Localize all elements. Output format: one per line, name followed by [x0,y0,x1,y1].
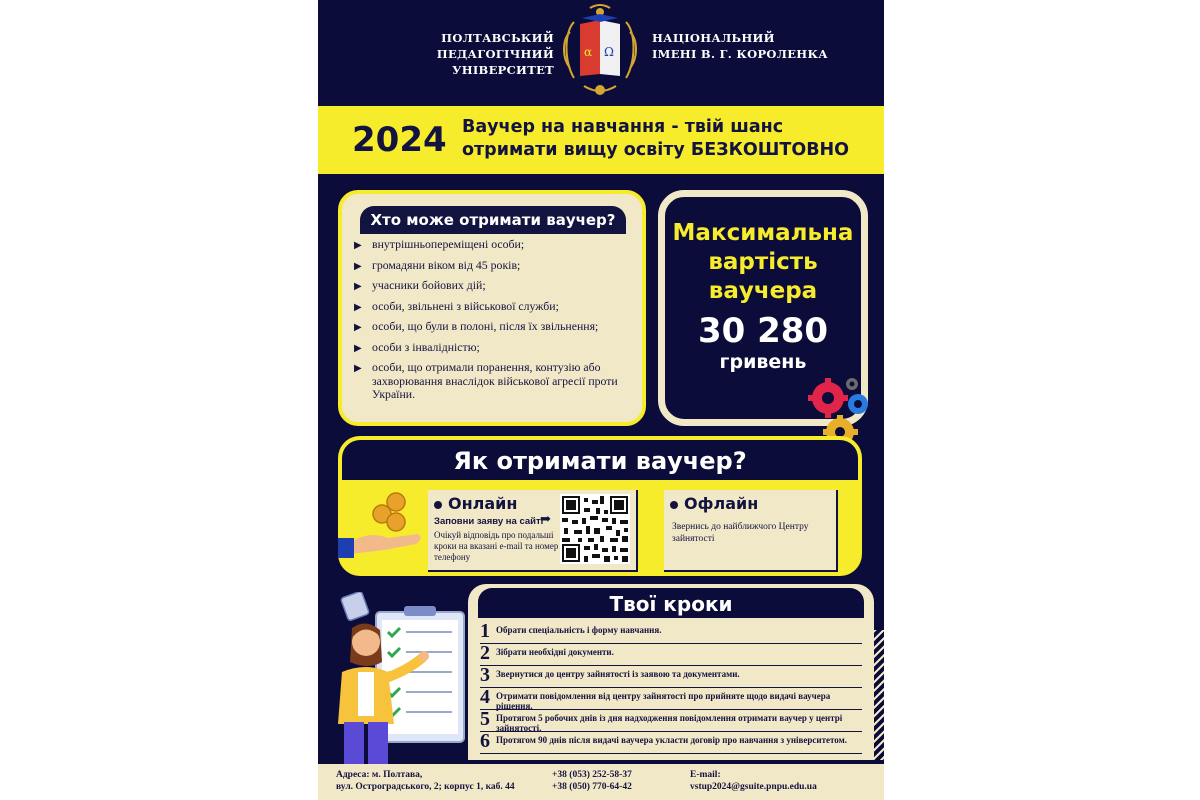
banner-slogan [462,116,882,162]
how-to-get-section [338,436,862,576]
step-text: Звернутися до центру зайнятості із заявою та документами. [496,669,740,679]
list-item [352,259,634,273]
step-row [480,732,862,754]
step-number: 5 [480,708,490,730]
footer-address-line2: вул. Остроградського, 2; корпус 1, каб. 44 [336,782,515,792]
play-arrow-icon: ▶ [354,281,362,292]
phone-link-1[interactable]: +38 (053) 252-58-37 [552,770,632,780]
online-label: Онлайн [448,494,518,513]
play-arrow-icon: ▶ [354,363,362,374]
university-name-right [652,30,872,62]
email-label: E-mail: [690,770,721,780]
online-option [428,490,638,572]
decorative-stripes [874,630,884,760]
offline-heading [670,494,758,513]
hand-coins-icon [338,488,428,558]
university-name-left-line2: ПЕДАГОГІЧНИЙ УНІВЕРСИТЕТ [436,47,554,77]
step-row [480,666,862,688]
list-item-text: особи, що були в полоні, після їх звільнення; [372,319,599,333]
max-voucher-title-line2: вартість [708,249,818,275]
list-item [352,320,634,334]
online-heading [434,494,517,513]
step-row [480,710,862,732]
list-item [352,341,634,355]
how-to-get-title: Як отримати ваучер? [342,440,858,480]
list-item-text: внутрішньопереміщені особи; [372,237,525,251]
offline-option [664,490,838,572]
university-logo-icon [560,2,640,100]
eligibility-title: Хто може отримати ваучер? [360,206,626,234]
footer [318,764,884,800]
list-item-text: особи, звільнені з військової служби; [372,298,559,313]
phone-link-2[interactable]: +38 (050) 770-64-42 [552,782,632,792]
footer-phones [552,769,672,793]
step-number: 6 [480,730,490,752]
offline-label: Офлайн [684,494,759,513]
poster [318,0,884,800]
max-voucher-title-line3: ваучера [708,278,818,304]
logo-alpha: α [584,45,593,59]
step-number: 2 [480,642,490,664]
online-wait-text: Очікуй відповідь про подальші кроки на вказані e-mail та номер телефону [434,530,559,562]
list-item [352,238,634,252]
step-row [480,688,862,710]
steps-card [468,584,874,760]
max-voucher-unit: гривень [719,351,807,373]
university-name-right-line1: НАЦІОНАЛЬНИЙ [652,31,775,45]
play-arrow-icon: ▶ [354,240,362,251]
eligibility-list [352,238,634,409]
banner-year: 2024 [352,120,447,160]
step-row [480,622,862,644]
step-text: Протягом 5 робочих днів із дня надходження повідомлення отримати ваучер у центрі зайнятості. [496,713,843,733]
bullet-dot-icon [434,501,442,509]
step-number: 3 [480,664,490,686]
step-number: 1 [480,620,490,642]
arrow-right-icon: ➡ [540,512,551,527]
offline-text: Звернись до найближчого Центру зайнятості [672,522,809,544]
max-voucher-title [665,219,861,306]
footer-email [690,769,880,793]
list-item-text: учасники бойових дій; [372,278,486,292]
footer-address [336,769,556,793]
list-item [352,279,634,293]
online-fill-text: Заповни заяву на сайті [434,516,544,527]
steps-title: Твої кроки [478,588,864,618]
list-item-text: громадяни віком від 45 років; [372,257,521,272]
logo-omega: Ω [604,45,614,59]
header [318,0,884,104]
bullet-dot-icon [670,501,678,509]
qr-code-icon[interactable] [560,494,630,564]
list-item [352,300,634,314]
step-text: Отримати повідомлення від центру зайнятості про прийняте щодо видачі ваучера рішення. [496,691,831,711]
step-text: Обрати спеціальність і форму навчання. [496,625,662,635]
step-number: 4 [480,686,490,708]
play-arrow-icon: ▶ [354,260,362,272]
email-link[interactable]: vstup2024@gsuite.pnpu.edu.ua [690,782,817,792]
university-name-right-line2: ІМЕНІ В. Г. КОРОЛЕНКА [652,47,828,61]
woman-checklist-illustration-icon [324,592,474,768]
max-voucher-title-line1: Максимальна [672,220,854,246]
banner-slogan-line1: Ваучер на навчання - твій шанс [462,117,784,137]
list-item-text: особи, що отримали поранення, контузію або захворювання внаслідок військової агресії проти України. [372,360,618,401]
eligibility-card [338,190,646,426]
play-arrow-icon: ▶ [354,342,362,354]
list-item-text: особи з інвалідністю; [372,339,480,354]
footer-address-line1: Адреса: м. Полтава, [336,770,423,780]
banner-slogan-line2: отримати вищу освіту БЕЗКОШТОВНО [462,140,850,160]
university-name-left [338,30,554,78]
step-text: Зібрати необхідні документи. [496,647,614,657]
university-name-left-line1: ПОЛТАВСЬКИЙ [441,31,554,45]
step-text: Протягом 90 днів після видачі ваучера укласти договір про навчання з університетом. [496,735,847,745]
list-item [352,361,634,402]
step-row [480,644,862,666]
banner [318,106,884,174]
max-voucher-value: 30 280 [697,311,829,351]
play-arrow-icon: ▶ [354,301,362,313]
play-arrow-icon: ▶ [354,322,362,333]
